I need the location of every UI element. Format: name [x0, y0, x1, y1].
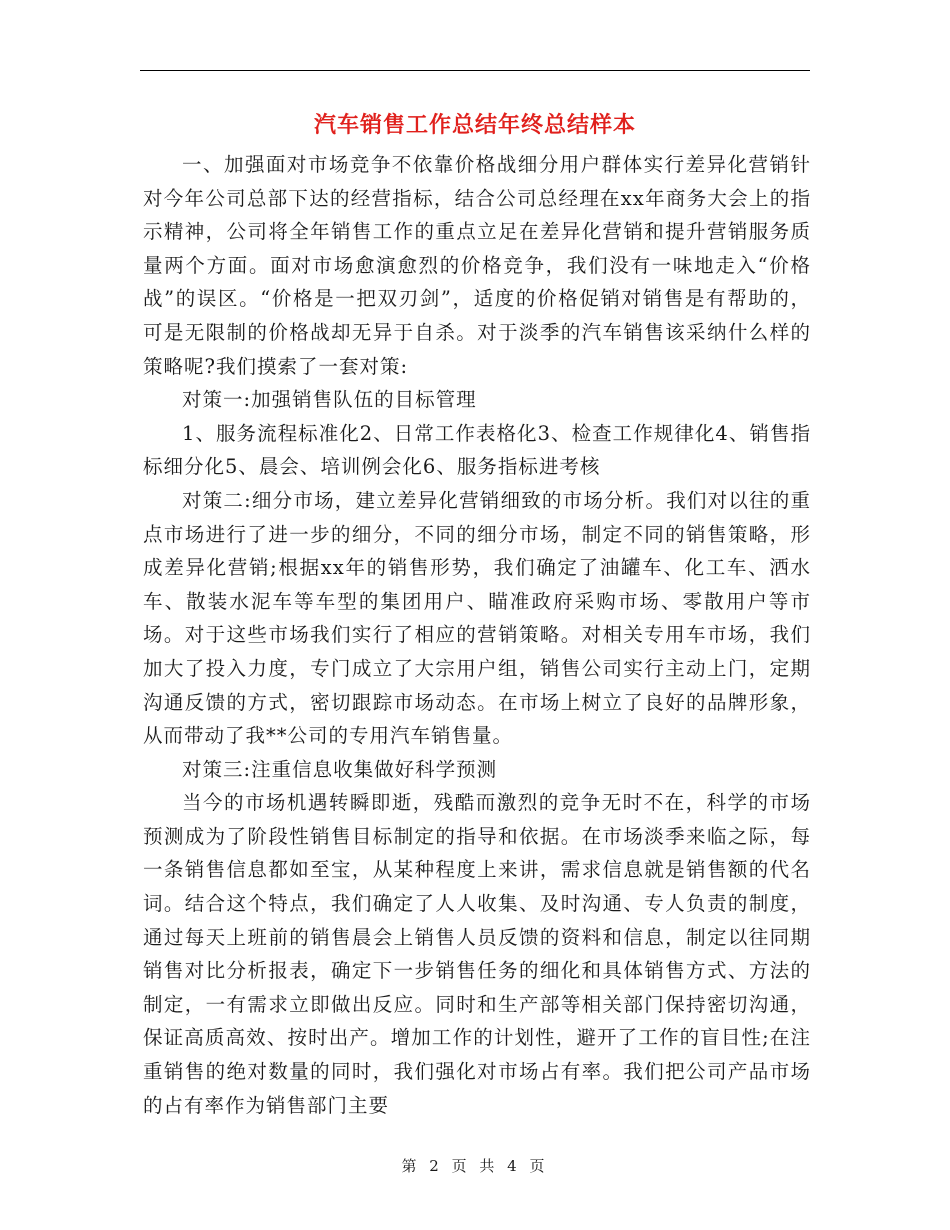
paragraph-strategy-3-heading: 对策三:注重信息收集做好科学预测 [182, 757, 498, 781]
header-rule [140, 70, 810, 71]
paragraph-strategy-3-body: 当今的市场机遇转瞬即逝，残酷而激烈的竞争无时不在，科学的市场预测成为了阶段性销售目标制定的指导和依据。在市场淡季来临之际，每一条销售信息都如至宝，从某种程度上来讲，需求信息就是销售额的代名词。结合这个特点，我们确定了人人收集、及时沟通、专人负责的制度，通过每天上班前的销售晨会上销售人员反馈的资料和信息，制定以往同期销售对比分析报表，确定下一步销售任务的细化和具体销售方式、方法的制定，一有需求立即做出反应。同时和生产部等相关部门保持密切沟通，保证高质高效、按时出产。增加工作的计划性，避开了工作的盲目性;在注重销售的绝对数量的同时，我们强化对市场占有率。我们把公司产品市场的占有率作为销售部门主要 [143, 791, 811, 1117]
page-footer: 第 2 页 共 4 页 [401, 1157, 549, 1175]
paragraph-strategy-2: 对策二:细分市场，建立差异化营销细致的市场分析。我们对以往的重点市场进行了进一步的细分，不同的细分市场，制定不同的销售策略，形成差异化营销;根据xx年的销售形势，我们确定了油罐车、化工车、洒水车、散装水泥车等车型的集团用户、瞄准政府采购市场、零散用户等市场。对于这些市场我们实行了相应的营销策略。对相关专用车市场，我们加大了投入力度，专门成立了大宗用户组，销售公司实行主动上门，定期沟通反馈的方式，密切跟踪市场动态。在市场上树立了良好的品牌形象，从而带动了我**公司的专用汽车销售量。 [143, 488, 811, 748]
paragraph-strategy-1-list: 1、服务流程标准化2、日常工作表格化3、检查工作规律化4、销售指标细分化5、晨会、培训例会化6、服务指标进考核 [143, 421, 811, 479]
document-title: 汽车销售工作总结年终总结样本 [313, 113, 636, 138]
paragraph-intro: 一、加强面对市场竞争不依靠价格战细分用户群体实行差异化营销针对今年公司总部下达的经营指标，结合公司总经理在xx年商务大会上的指示精神，公司将全年销售工作的重点立足在差异化营销和提升营销服务质量两个方面。面对市场愈演愈烈的价格竞争，我们没有一味地走入“价格战”的误区。“价格是一把双刃剑”，适度的价格促销对销售是有帮助的，可是无限制的价格战却无异于自杀。对于淡季的汽车销售该采纳什么样的策略呢?我们摸索了一套对策: [143, 153, 811, 378]
paragraph-strategy-1-heading: 对策一:加强销售队伍的目标管理 [182, 388, 477, 412]
document-body [143, 148, 811, 1122]
